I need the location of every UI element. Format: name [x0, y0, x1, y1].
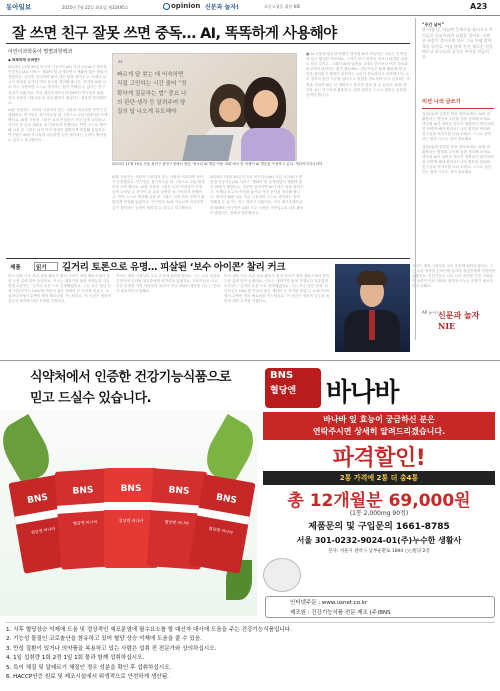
photo-child-face: [253, 90, 278, 117]
sidebar-title: 미션 나의 글쓰기: [422, 99, 461, 105]
product-box-brand: BNS: [26, 492, 49, 507]
brand-logo-line-1: BNS: [270, 370, 294, 381]
product-name: 바나바: [326, 378, 399, 408]
column-3-text: 2023년 11월 30일 미국의 인공지능(AI) 기업 오픈AI가 생성형 인공지능(AI) 서비스 ‘챗GPT’를 공개하면서 생활에 많은 변화가 생겼어요. 질문만 입력하면 AI가 대신 답을 찾아주고, 숙제나 보고서 작성을 돕거나 여러 문서를 정리해 줍니다. 하지만 AI를 너무 자주 사용하면 스스로 생각하는 힘이 약해질 수 있다는 연구 결과가 나왔어요. 미국 매사추세츠공과대(MIT) 연구팀은 AI를 자주 사용한 사람일수록 뇌의 활동이 줄었다는 결과를 발표했어요.: [210, 175, 304, 215]
photo-child-face: [219, 98, 241, 122]
product-box-brand: BNS: [215, 492, 238, 507]
article-column-4: [306, 52, 410, 256]
ad-note: 1. 식후 혈당상승 억제에 도움 및 정상적인 세포분열에 필수요소를 할 대신자 대사에 도움을 주는 건강기능식품입니다.: [6, 627, 292, 633]
ad-notes: [6, 622, 495, 682]
product-box-name: 혈당엔 바나바: [208, 525, 234, 535]
sidebar-poem: [422, 22, 494, 60]
second-text-2: 커크는 대학 시절부터 보수 운동에 뛰어들었어요. 그는 토론 영상을 온라인에 올리며 청년층에게 영향력을 넓혔지요. 전문가들은 서로 다른 의견을 가진 사람들이 폭력이 아닌 대화로 생각을 나누는 문화가 필요하다고 말해요.: [116, 274, 220, 294]
product-box-name: 혈당엔 바나바: [30, 525, 56, 535]
ad-headline-1: 식약처에서 인증한 건강기능식품으로: [30, 370, 231, 385]
column-1-text: 2023년 11월 30일 미국의 인공지능(AI) 기업 오픈AI가 생성형 인공지능(AI) 서비스 ‘챗GPT’를 공개하면서 생활에 많은 변화가 생겼어요. 질문만 입력하면 AI가 대신 답을 찾아주고, 숙제나 보고서 작성을 돕거나 여러 문서를 정리해 줍니다. 하지만 AI를 너무 자주 사용하면 스스로 생각하는 힘이 약해질 수 있다는 연구 결과가 나왔어요. 미국 매사추세츠공과대(MIT) 연구팀은 AI를 자주 사용한 사람일수록 뇌의 활동이 줄었다는 결과를 발표했어요.: [8, 65, 107, 105]
photo-caption: 2023년 11월 19일 서울 광진구 광진구청에서 열린 ‘청소년 AI 챗봇 이용 대회’에서 한 학생이 AI 챗봇을 이용하고 있다. 게티이미지코리아: [112, 162, 323, 166]
article-headline: 잘 쓰면 친구 잘못 쓰면 중독… AI, 똑똑하게 사용해야: [12, 26, 337, 42]
photo-child-shirt: [241, 128, 295, 161]
photo-person-tie: [369, 310, 375, 340]
masthead: 동아일보: [6, 3, 32, 11]
sale-unit: (1통 2,000mg 90정): [349, 510, 409, 517]
info-band-line-2: 연락주시면 상세히 알려드리겠습니다.: [312, 427, 446, 436]
second-text-3: 미국 대표 극우 보수 정치 활동가 찰리 커크가 대학 캠퍼스에서 강연 도중 총에 맞아 숨졌어요. 커크는 대학가를 돌며 학생들과 자유롭게 토론하는 ‘길거리 토론’으로 유명해졌어요. 그는 보수 청년 단체 ‘터닝포인트 USA’를 만들어 젊은 세대의 큰 지지를 얻었고, 소셜미디어에서 수백만 명의 팔로어를 거느렸지요. 이 사건은 정치적 갈등과 폭력에 대한 우려를 키웠어요.: [224, 274, 330, 304]
sale-title: 파격할인!: [332, 446, 426, 471]
product-box-brand: BNS: [168, 485, 190, 497]
order-phone: 제품문의 및 구입문의 1661-8785: [308, 522, 450, 532]
web-order-line: 인터넷주문 : www.usnet.co.kr: [290, 600, 368, 606]
certification-badge: [263, 558, 301, 592]
order-phone-2: 서울 301-0232-9024-01(주)누수한 생활사: [296, 536, 462, 545]
poem-text: 한 여름 날, 하늘엔 뭉게구름 흘러가고 아이들은 물놀이하며 더위를 잊어요. 시원한 바람이 불어오면 나무 그늘 아래 앉아 책을 읽어요. 여름 방학 동안 새로운 것을 배우고 친구들과 즐거운 추억을 만들어요.: [422, 27, 493, 60]
manufacturer-line: 제조원 : 건강기능식품 전문 제조 (주)BNS: [290, 610, 391, 616]
photo-laptop: [182, 135, 234, 161]
product-box-name: 혈당엔 바나바: [118, 518, 144, 523]
series-title: 신문과 놀자!: [205, 4, 239, 11]
sidebar-body-cont: 질문(Q)에 알맞은 답을 찾아보세요. AI를 잘 활용하는 방법과 주의할 점을 정리해 보세요. 생성형 AI가 알려준 정보가 정확한지 확인하려면 어떻게 해야 할까요? 나의 생각을 정리해 친구들과 이야기를 나눠 보세요. 스스로 판단하는 힘을 기르는 것이 중요해요.: [422, 144, 494, 175]
brand-logo-line-2: 혈당엔: [270, 386, 297, 396]
sidebar-body: 질문(Q)에 알맞은 답을 찾아보세요. AI를 잘 활용하는 방법과 주의할 점을 정리해 보세요. 생성형 AI가 알려준 정보가 정확한지 확인하려면 어떻게 해야 할까요? 나의 생각을 정리해 친구들과 이야기를 나눠 보세요. 스스로 판단하는 힘을 기르는 것이 중요해요.: [422, 112, 494, 142]
opinion-circle-icon: [163, 3, 170, 10]
ad-note: 6. HACCP인증 원료 및 제조시설에서 위생적으로 안전하게 생산됨.: [6, 674, 169, 681]
poem-title: “주간 날씨”: [422, 22, 445, 27]
column-1-subhead: ◆ 똑똑하게 쓰려면?: [8, 58, 40, 62]
product-box-brand: BNS: [72, 485, 94, 497]
sale-subtitle: 2통 가격에 2통 더 총4통: [339, 474, 419, 482]
article-column-1: [8, 58, 108, 256]
second-text-4: 커크는 대학 시절부터 보수 운동에 뛰어들었어요. 그는 토론 영상을 온라인에 올리며 청년층에게 영향력을 넓혔지요. 전문가들은 서로 다른 의견을 가진 사람들이 폭력이 아닌 대화로 생각을 나누는 문화가 필요하다고 말해요.: [412, 264, 496, 289]
second-text-1: 미국 대표 극우 보수 정치 활동가 찰리 커크가 대학 캠퍼스에서 강연 도중 총에 맞아 숨졌어요. 커크는 대학가를 돌며 학생들과 자유롭게 토론하는 ‘길거리 토론’으로 유명해졌어요. 그는 보수 청년 단체 ‘터닝포인트 USA’를 만들어 젊은 세대의 큰 지지를 얻었고, 소셜미디어에서 수백만 명의 팔로어를 거느렸지요. 이 사건은 정치적 갈등과 폭력에 대한 우려를 키웠어요.: [8, 274, 111, 304]
sidebar-title-rule: [422, 108, 494, 109]
pull-quote: 빠르게 답 찾는 데 익숙하면 직접 고민하는 시간 줄어 “정확하게 질문하는 법” 중요 나의 판단·생각 등 알려주며 양질의 답 나오게 유도해야: [117, 72, 187, 116]
ad-note: 2. 기능성 물질인 코로솔산을 함유하고 있어 혈당 상승 억제에 도움을 줄 수 있음.: [6, 636, 202, 643]
photo-person-hair: [357, 271, 387, 285]
quote-mark: “: [117, 58, 124, 72]
section-tag: 제품: [10, 265, 21, 271]
series-subtitle: 초중고생을 위한 NIE: [264, 4, 301, 9]
ad-note: 3. 만성 질환이 있거나 의약품을 복용하고 있는 사람은 섭취 전 전문가와 상의하십시오.: [6, 645, 217, 652]
ad-note: 5. 특이 체질 및 알레르기 체질인 경우 성분을 확인 후 섭취하십시오.: [6, 664, 172, 671]
article-column-3: [210, 175, 304, 255]
column-1-text-cont: AI를 사용하는 사람과 사용하지 않는 사람을 비교하면 차이가 뚜렷했어요. 연구팀은 참가자들을 세 그룹으로 나눠 에세이를 쓰게 했어요. AI를 사용한 그룹은 뇌의 연결성이 가장 낮게 나타났고, 자신이 쓴 글의 내용을 잘 기억하지 못했어요. 반면 스스로 생각해 글을 쓴 그룹은 뇌의 여러 영역이 활발하게 연결돼 있었지요. 연구팀은 AI에 지나치게 의존하면 깊이 생각하는 능력이 떨어질 수 있다고 경고했어요.: [8, 107, 108, 143]
issue-date: 2025년 7월 22일 화요일 제32495호: [62, 5, 129, 10]
second-column-4: [412, 264, 496, 308]
ad-headline-2: 믿고 드실수 있습니다.: [30, 391, 152, 406]
ad-note: 4. 1일 섭취량 1회 2정 1일 1회 물과 함께 섭취하십시오.: [6, 655, 145, 662]
product-box-name: 혈당엔 바나바: [72, 519, 98, 526]
column-4-text: ■ AI 사용에 필요한 역량은 생성형 AI가 학습하는 자료는 인터넷에 있는 방대한 정보예요. 그러다 보니 잘못된 정보나 편향된 내용도 담겨 있지요. 그래서 AI의 답변을 그대로 믿기보다 여러 자료와 비교하며 판단하는 힘이 필요해요. 전문가들은 AI를 활용할 때 무엇을 물어볼지 정확히 질문하는 능력이 중요하다고 강조합니다. 나의 생각과 판단 기준을 알려주고 답변을 검토하며 다시 질문하는 과정을 거치면 AI는 더 정확하고 풍부한 답을 줄 수 있어요. AI를 생각을 돕는 친구처럼 활용하고, 최종 판단은 스스로 내리는 습관을 들여야 합니다.: [306, 52, 410, 97]
second-column-3: [224, 274, 330, 356]
photo-credit: AP 뉴시스: [422, 310, 441, 315]
article-byline: 어린이과학동아 별별과학백과: [8, 49, 73, 55]
product-box-name: 혈당엔 바나바: [164, 519, 190, 526]
headline-rule: [6, 43, 410, 44]
nie-brand: 신문과 놀자 NIE: [438, 310, 480, 331]
article-column-2: [112, 175, 206, 255]
section-tag-sub: 읽기: [36, 265, 47, 271]
order-address: 본사: 서울시 관악구 남부순환로 1894 ○○빌딩 2층: [328, 549, 430, 554]
column-2-text: AI를 사용하는 사람과 사용하지 않는 사람을 비교하면 차이가 뚜렷했어요. 연구팀은 참가자들을 세 그룹으로 나눠 에세이를 쓰게 했어요. AI를 사용한 그룹은 뇌의 연결성이 가장 낮게 나타났고, 자신이 쓴 글의 내용을 잘 기억하지 못했어요. 반면 스스로 생각해 글을 쓴 그룹은 뇌의 여러 영역이 활발하게 연결돼 있었지요. 연구팀은 AI에 지나치게 의존하면 깊이 생각하는 능력이 떨어질 수 있다고 경고했어요.: [112, 175, 205, 210]
info-band-line-1: 바나바 잎 효능이 궁금하신 분은: [323, 415, 435, 424]
second-column-2: [116, 274, 220, 356]
second-column-1: [8, 274, 112, 356]
sale-price: 총 12개월분 69,000원: [287, 491, 471, 511]
second-headline: 길거리 토론으로 유명… 피살된 ‘보수 아이콘’ 찰리 커크: [62, 262, 286, 273]
section-label: opinion: [171, 2, 201, 10]
page-number: A23: [470, 2, 488, 11]
product-box-brand: BNS: [120, 484, 142, 494]
